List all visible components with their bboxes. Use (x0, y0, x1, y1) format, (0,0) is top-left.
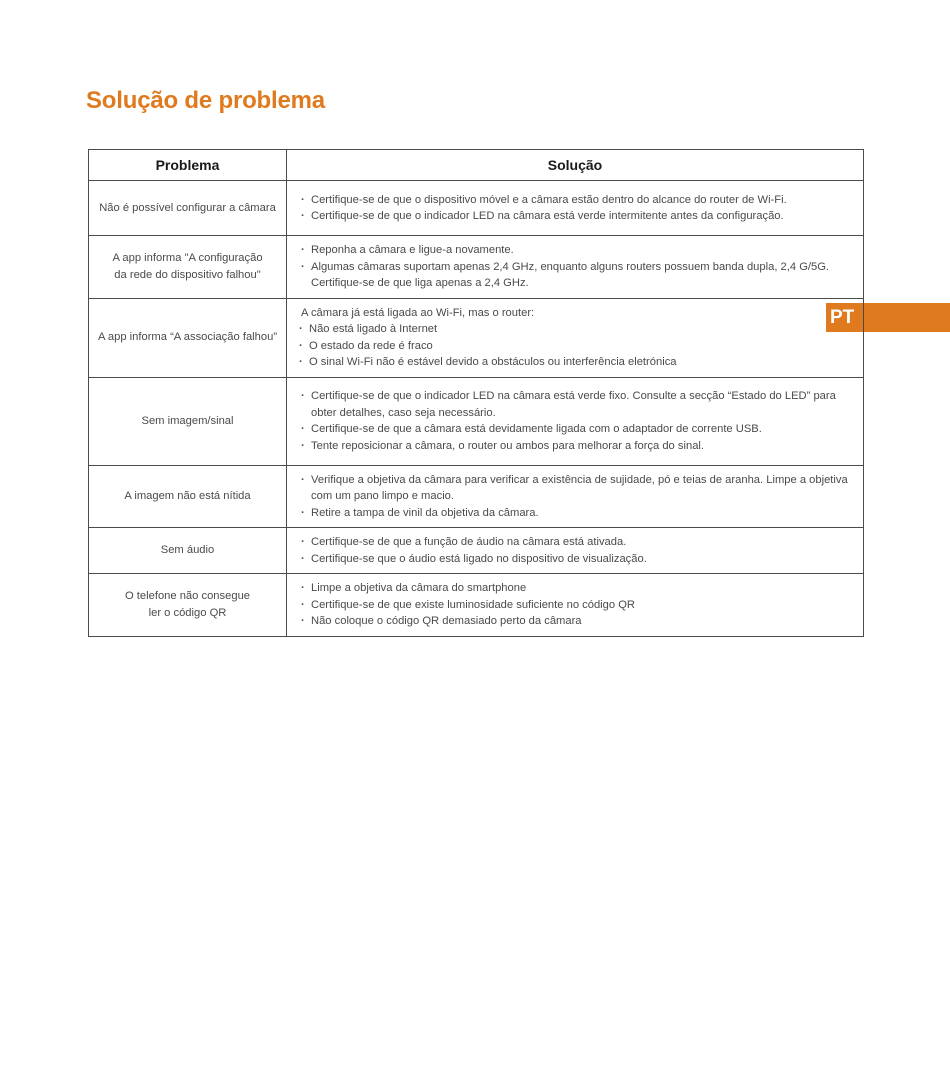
table-row (89, 298, 864, 377)
problem-text: ler o código QR (148, 606, 227, 619)
solution-item: · Certifique-se que o áudio está ligado no dispositivo de visualização. (301, 551, 853, 568)
solution-item: · Certifique-se de que existe luminosidade suficiente no código QR (301, 597, 853, 614)
solution-item: · Certifique-se de que o indicador LED na câmara está verde fixo. Consulte a secção “Estado do LED” para obter detalhes, caso seja necessário. (301, 388, 853, 421)
solution-item: · Não está ligado à Internet (299, 321, 853, 338)
table-row (89, 465, 864, 528)
solution-item: · O estado da rede é fraco (299, 338, 853, 355)
solution-item: · O sinal Wi-Fi não é estável devido a obstáculos ou interferência eletrónica (299, 354, 853, 371)
table-row (89, 574, 864, 637)
solution-item: · Certifique-se de que o dispositivo móvel e a câmara estão dentro do alcance do router de Wi-Fi. (301, 192, 853, 209)
solution-list (301, 472, 853, 522)
problem-cell (89, 574, 287, 637)
problem-text: A app informa "A configuração (112, 252, 263, 265)
solution-cell (287, 236, 864, 299)
solution-intro: A câmara já está ligada ao Wi-Fi, mas o router: (301, 306, 535, 319)
problem-text: Não é possível configurar a câmara (99, 201, 276, 214)
solution-list (301, 192, 853, 225)
problem-text: Sem imagem/sinal (141, 414, 234, 427)
solution-cell (287, 574, 864, 637)
solution-cell (287, 528, 864, 574)
problem-text: A app informa “A associação falhou” (97, 331, 278, 344)
troubleshooting-table (88, 149, 864, 637)
problem-cell (89, 236, 287, 299)
problem-text: A imagem não está nítida (124, 490, 251, 502)
solution-item: · Não coloque o código QR demasiado perto da câmara (301, 613, 853, 630)
problem-cell (89, 298, 287, 377)
problem-text: O telefone não consegue (124, 590, 251, 603)
solution-item: · Certifique-se de que a função de áudio na câmara está ativada. (301, 534, 853, 551)
solution-item: · Retire a tampa de vinil da objetiva da câmara. (301, 505, 853, 522)
solution-item: · Limpe a objetiva da câmara do smartphone (301, 580, 853, 597)
solution-item: · Certifique-se de que o indicador LED na câmara está verde intermitente antes da configuração. (301, 208, 853, 225)
language-tab-pt: PT (826, 303, 950, 332)
problem-cell (89, 528, 287, 574)
problem-text: da rede do dispositivo falhou" (114, 268, 261, 281)
solution-list (301, 580, 853, 630)
problem-cell (89, 181, 287, 236)
solution-cell (287, 181, 864, 236)
column-header-problem: Problema (89, 150, 287, 181)
solution-cell (287, 298, 864, 377)
solution-list (301, 534, 853, 567)
solution-item: · Algumas câmaras suportam apenas 2,4 GHz, enquanto alguns routers possuem banda dupla, 2,4 G/5G. Certifique-se de que liga apenas a 2,4 GHz. (301, 259, 853, 292)
solution-list (301, 388, 853, 454)
table-header-row (89, 150, 864, 181)
table-row (89, 236, 864, 299)
solution-item: · Reponha a câmara e ligue-a novamente. (301, 242, 853, 259)
table-row (89, 528, 864, 574)
table-row (89, 181, 864, 236)
solution-item: · Certifique-se de que a câmara está devidamente ligada com o adaptador de corrente USB. (301, 421, 853, 438)
solution-list (301, 242, 853, 292)
problem-text: Sem áudio (160, 544, 215, 557)
solution-item: · Verifique a objetiva da câmara para verificar a existência de sujidade, pó e teias de aranha. Limpe a objetiva com um pano limpo e macio. (301, 472, 853, 505)
problem-cell (89, 377, 287, 465)
column-header-solution: Solução (287, 150, 864, 181)
solution-list (299, 321, 853, 371)
solution-cell (287, 465, 864, 528)
page-title: Solução de problema (86, 87, 325, 114)
solution-cell (287, 377, 864, 465)
problem-cell (89, 465, 287, 528)
table-row (89, 377, 864, 465)
solution-item: · Tente reposicionar a câmara, o router ou ambos para melhorar a força do sinal. (301, 438, 853, 455)
table-body (89, 181, 864, 637)
